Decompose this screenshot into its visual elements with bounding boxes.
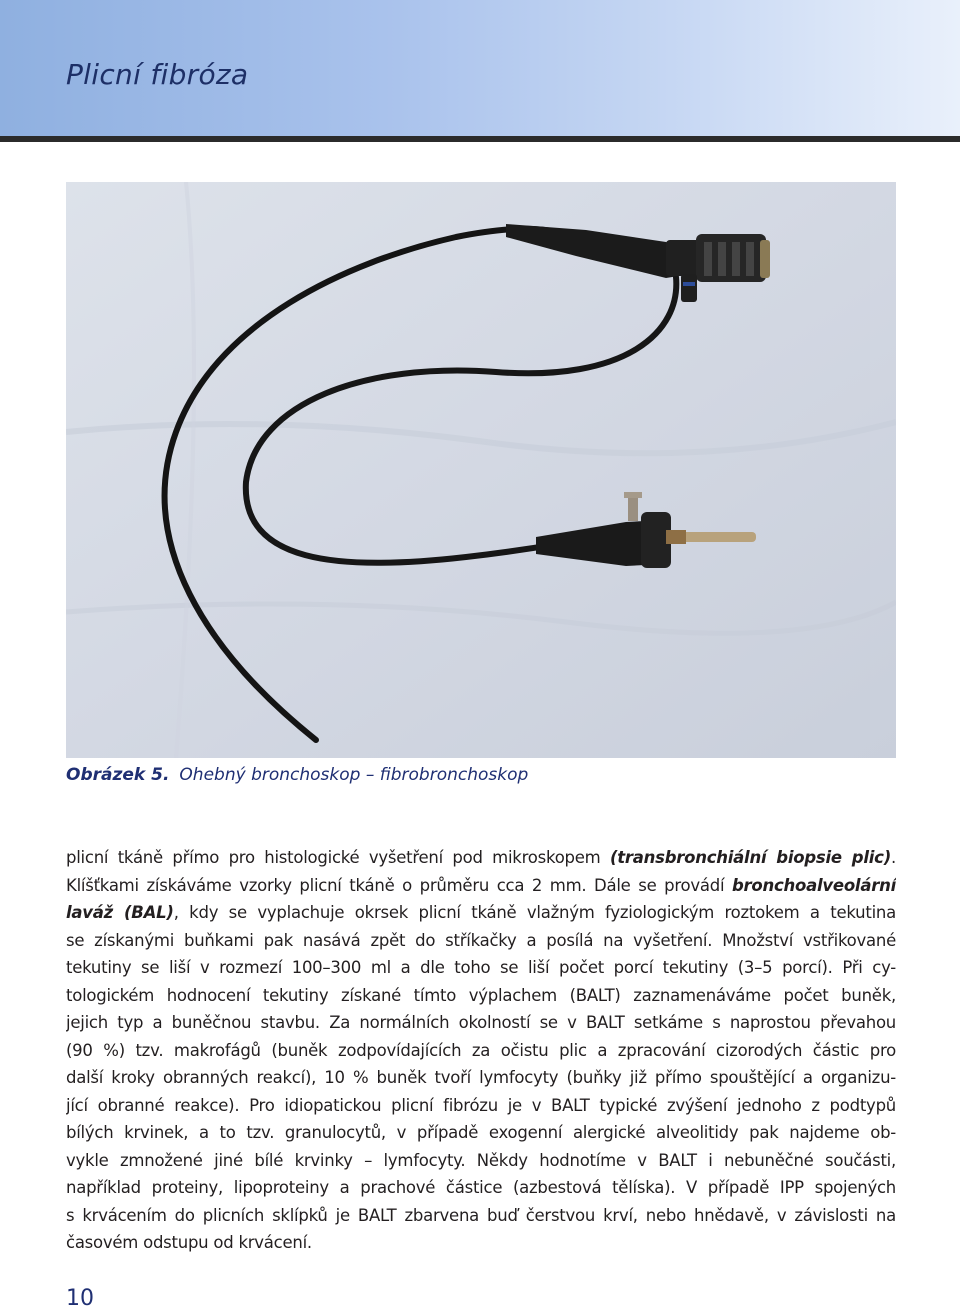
caption-number: Obrázek 5. xyxy=(66,765,170,785)
text-line: jící obranné reakce). Pro idiopatickou plicní fibrózu je v BALT typické zvýšení jednoho z podtypů xyxy=(66,1095,896,1115)
text-line: se získanými buňkami pak nasává zpět do stříkačky a posílá na vyšetření. Množství vstřikované xyxy=(66,930,896,950)
text-line: Klíšťkami získáváme vzorky plicní tkáně o průměru cca 2 mm. Dále se provádí bronchoalveolární xyxy=(66,875,896,895)
text-line: plicní tkáně přímo pro histologické vyšetření pod mikroskopem (transbronchiální biopsie plic). xyxy=(66,848,896,867)
chapter-title: Plicní fibróza xyxy=(66,58,249,91)
text-line: tekutiny se liší v rozmezí 100–300 ml a dle toho se liší počet porcí tekutiny (3–5 porcí). Při cy- xyxy=(66,958,896,977)
bronchoscope-photo xyxy=(66,182,896,758)
text-line: vykle zmnožené jiné bílé krvinky – lymfocyty. Někdy hodnotíme v BALT i nebuněčné součásti, xyxy=(66,1150,896,1170)
text-line: tologickém hodnocení tekutiny získané tímto výplachem (BALT) zaznamenáváme počet buněk, xyxy=(66,985,896,1005)
figure-caption xyxy=(66,765,528,785)
bronchoscope-illustration xyxy=(66,182,896,758)
text-line: laváž (BAL), kdy se vyplachuje okrsek plicní tkáně vlažným fyziologickým roztokem a tekutina xyxy=(66,903,896,922)
caption-text: Ohebný bronchoskop – fibrobronchoskop xyxy=(179,765,529,785)
text-line: časovém odstupu od krvácení. xyxy=(66,1233,312,1252)
header-divider xyxy=(0,136,960,142)
text-line: (90 %) tzv. makrofágů (buněk zodpovídajících za očistu plic a zpracování cizorodých částic pro xyxy=(66,1040,896,1060)
text-line: například proteiny, lipoproteiny a prachové částice (azbestová tělíska). V případě IPP spojených xyxy=(66,1178,896,1197)
text-line: s krvácením do plicních sklípků je BALT zbarvena buď čerstvou krví, nebo hnědavě, v závislosti na xyxy=(66,1205,896,1225)
text-line: další kroky obranných reakcí), 10 % buněk tvoří lymfocyty (buňky již přímo spouštějící a organizu- xyxy=(66,1068,896,1087)
body-paragraph xyxy=(66,844,896,1257)
text-line: jejich typ a buněčnou stavbu. Za normálních okolností se v BALT setkáme s naprostou převahou xyxy=(66,1013,896,1032)
page-number: 10 xyxy=(66,1286,94,1311)
page-header xyxy=(0,0,960,136)
text-line: bílých krvinek, a to tzv. granulocytů, v případě exogenní alergické alveolitidy pak najdeme ob- xyxy=(66,1123,896,1142)
